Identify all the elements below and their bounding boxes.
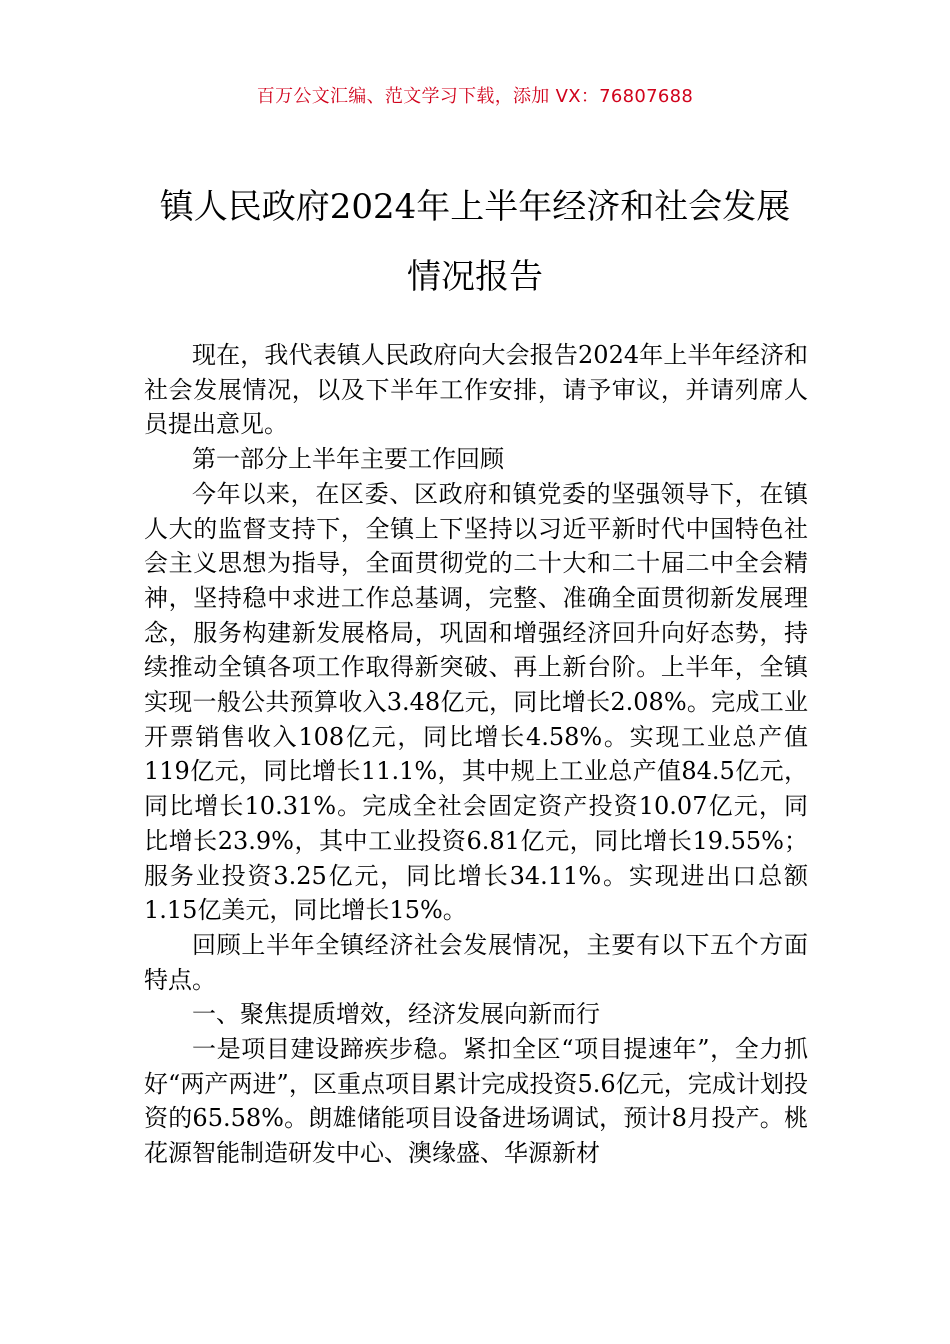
section-heading-part-one: 第一部分上半年主要工作回顾 [192,445,504,474]
section-heading-one: 一、聚焦提质增效，经济发展向新而行 [192,1000,600,1029]
promo-banner: 百万公文汇编、范文学习下载，添加 VX：76807688 [256,86,694,107]
paragraph-projects: 一是项目建设蹄疾步稳。紧扣全区“项目提速年”，全力抓好“两产两进”，区重点项目累计完成投资5.6亿元，完成计划投资的65.58%。朗雄储能项目设备进场调试，预计8月投产。桃花源智能制造研发中心、澳缘盛、华源新材 [144,1035,808,1168]
paragraph-intro: 现在，我代表镇人民政府向大会报告2024年上半年经济和社会发展情况，以及下半年工作安排，请予审议，并请列席人员提出意见。 [144,341,808,439]
document-body [144,338,808,1171]
title-line-1: 镇人民政府2024年上半年经济和社会发展 [159,187,791,227]
paragraph-summary: 回顾上半年全镇经济社会发展情况，主要有以下五个方面特点。 [144,930,808,994]
paragraph-overview: 今年以来，在区委、区政府和镇党委的坚强领导下，在镇人大的监督支持下，全镇上下坚持以习近平新时代中国特色社会主义思想为指导，全面贯彻党的二十大和二十届二中全会精神，坚持稳中求进工作总基调，完整、准确全面贯彻新发展理念，服务构建新发展格局，巩固和增强经济回升向好态势，持续推动全镇各项工作取得新突破、再上新台阶。上半年，全镇实现一般公共预算收入3.48亿元，同比增长2.08%。完成工业开票销售收入108亿元，同比增长4.58%。实现工业总产值119亿元，同比增长11.1%，其中规上工业总产值84.5亿元，同比增长10.31%。完成全社会固定资产投资10.07亿元，同比增长23.9%，其中工业投资6.81亿元，同比增长19.55%；服务业投资3.25亿元，同比增长34.11%。实现进出口总额1.15亿美元，同比增长15%。 [144,479,808,925]
document-title [100,172,850,312]
title-line-2: 情况报告 [407,257,543,297]
